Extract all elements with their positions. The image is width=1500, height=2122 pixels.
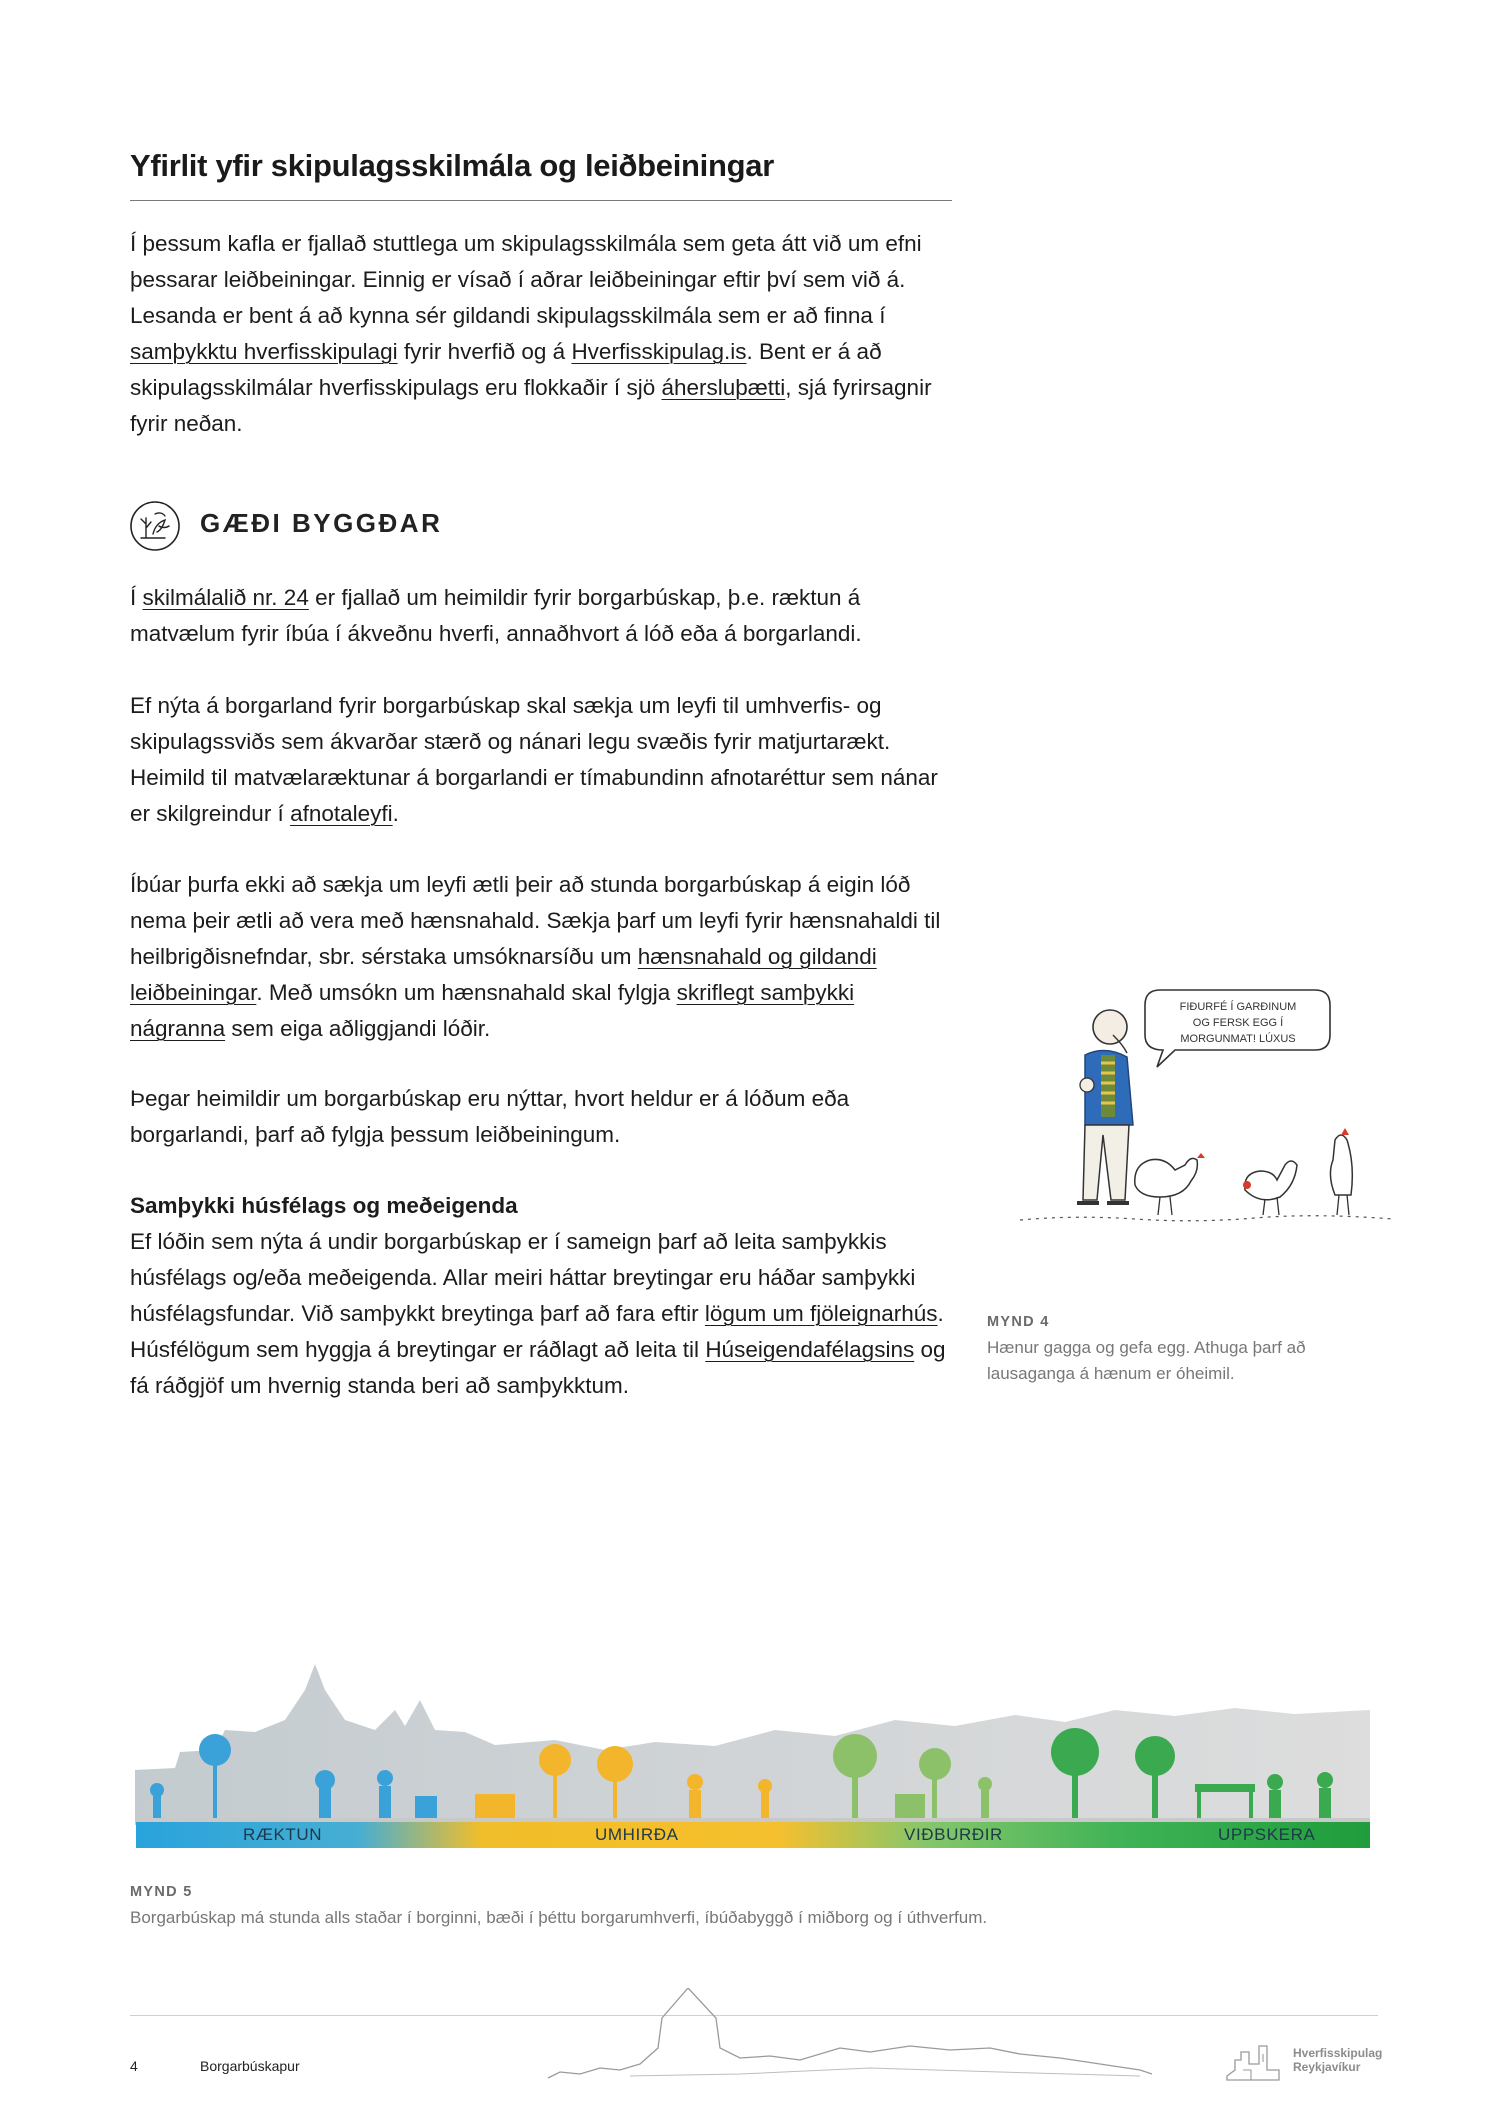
link-multi-unit-act[interactable]: lögum um fjöleignarhús <box>704 1301 938 1326</box>
quality-of-settlement-icon <box>129 500 181 552</box>
intro-text-4: , sjá fyrirsagnir fyrir neðan. <box>130 375 932 436</box>
para3-text-1: Íbúar þurfa ekki að sækja um leyfi ætli þeir að stunda borgarbúskap á eigin lóð nema þeir ætli að vera með hænsnahald. Sækja þarf um leyfi fyrir hænsnahaldi til heilbrigðisnefndar, sbr. sérstaka umsóknarsíðu um <box>130 872 941 969</box>
link-hverfisskipulag-is[interactable]: Hverfisskipulag.is <box>571 339 747 364</box>
para2-text-1: Ef nýta á borgarland fyrir borgarbúskap skal sækja um leyfi til umhverfis- og skipulagssviðs sem ákvarðar stærð og nánari legu svæðis fyrir matjurtarækt. Heimild til matvælaræktunar á borgarlandi er tímabundinn afnotaréttur sem nánar er skilgreindur í <box>130 693 938 826</box>
figure-4-caption: Hænur gagga og gefa egg. Athuga þarf að lausaganga á hænum er óheimil. <box>987 1338 1306 1383</box>
paragraph-city-land <box>130 688 950 832</box>
speech-line-3: MORGUNMAT! LÚXUS <box>1180 1033 1296 1045</box>
para2-text-2: . <box>392 801 399 826</box>
title-divider <box>130 200 952 201</box>
para3-text-3: sem eiga aðliggjandi lóðir. <box>225 1016 491 1041</box>
urban-farming-skyline-illustration <box>135 1660 1370 1825</box>
link-usage-permit[interactable]: afnotaleyfi <box>290 801 393 826</box>
paragraph-housing-association <box>130 1188 950 1404</box>
footer-skyline-drawing <box>540 1988 1160 2088</box>
stage-label-maintenance: UMHIRÐA <box>595 1825 679 1844</box>
figure-5-label: MYND 5 <box>130 1884 193 1900</box>
page-number: 4 <box>130 2058 138 2074</box>
para5-text-3: og fá ráðgjöf um hvernig standa beri að samþykktum. <box>130 1337 946 1398</box>
logo-line-1: Hverfisskipulag <box>1293 2046 1383 2060</box>
paragraph-poultry <box>130 867 950 1047</box>
logo-line-2: Reykjavíkur <box>1293 2060 1361 2074</box>
speech-line-2: OG FERSK EGG Í <box>1192 1017 1284 1029</box>
man-with-chickens-illustration <box>1015 975 1395 1265</box>
para3-text-2: . Með umsókn um hænsnahald skal fylgja <box>256 980 677 1005</box>
page-title: Yfirlit yfir skipulagsskilmála og leiðbeiningar <box>130 148 774 183</box>
stage-label-harvest: UPPSKERA <box>1218 1825 1316 1844</box>
intro-text-1: Í þessum kafla er fjallað stuttlega um skipulagsskilmála sem geta átt við um efni þessarar leiðbeiningar. Einnig er vísað í aðrar leiðbeiningar eftir því sem við á. Lesanda er bent á að kynna sér gildandi skipulagsskilmála sem er að finna í <box>130 231 922 328</box>
link-poultry-guidelines[interactable]: hænsnahald og gildandi leiðbeiningar <box>130 944 877 1005</box>
hverfisskipulag-logo-icon <box>1225 2040 1281 2084</box>
link-provision-24[interactable]: skilmálalið nr. 24 <box>142 585 309 610</box>
paragraph-urban-farming <box>130 580 950 652</box>
logo-wordmark <box>1293 2046 1382 2074</box>
paragraph-follow-guidelines: Þegar heimildir um borgarbúskap eru nýttar, hvort heldur er á lóðum eða borgarlandi, þarf að fylgja þessum leiðbeiningum. <box>130 1086 850 1147</box>
stage-label-cultivation: RÆKTUN <box>243 1825 323 1844</box>
subheading-consent: Samþykki húsfélags og meðeigenda <box>130 1193 518 1218</box>
intro-paragraph <box>130 226 960 442</box>
figure-5-caption: Borgarbúskap má stunda alls staðar í borginni, bæði í þéttu borgarumhverfi, íbúðabyggð í miðborg og í úthverfum. <box>130 1908 988 1927</box>
link-homeowners-association[interactable]: Húseigendafélagsins <box>705 1337 915 1362</box>
para1-text-2: er fjallað um heimildir fyrir borgarbúskap, þ.e. ræktun á matvælum fyrir íbúa í ákveðnu hverfi, annaðhvort á lóð eða á borgarlandi. <box>130 585 862 646</box>
link-approved-district-plan[interactable]: samþykktu hverfisskipulagi <box>130 339 398 364</box>
intro-text-3: . Bent er á að skipulagsskilmálar hverfisskipulags eru flokkaðir í sjö <box>130 339 882 400</box>
intro-text-2: fyrir hverfið og á <box>397 339 572 364</box>
link-neighbour-consent[interactable]: skriflegt samþykki nágranna <box>130 980 855 1041</box>
figure-4-label: MYND 4 <box>987 1314 1050 1330</box>
stage-label-events: VIÐBURÐIR <box>904 1825 1003 1844</box>
para5-text-1: Ef lóðin sem nýta á undir borgarbúskap er í sameign þarf að leita samþykkis húsfélags og/eða meðeigenda. Allar meiri háttar breytingar eru háðar samþykki húsfélagsfundar. Við samþykkt breytinga þarf að fara eftir <box>130 1229 916 1326</box>
link-focus-areas[interactable]: áhersluþætti <box>661 375 786 400</box>
document-title: Borgarbúskapur <box>200 2058 300 2074</box>
section-heading: GÆÐI BYGGÐAR <box>200 508 443 538</box>
para5-text-2: . Húsfélögum sem hyggja á breytingar er ráðlagt að leita til <box>130 1301 944 1362</box>
para1-text-1: Í <box>130 585 143 610</box>
speech-line-1: FIÐURFÉ Í GARÐINUM <box>1179 1001 1297 1013</box>
